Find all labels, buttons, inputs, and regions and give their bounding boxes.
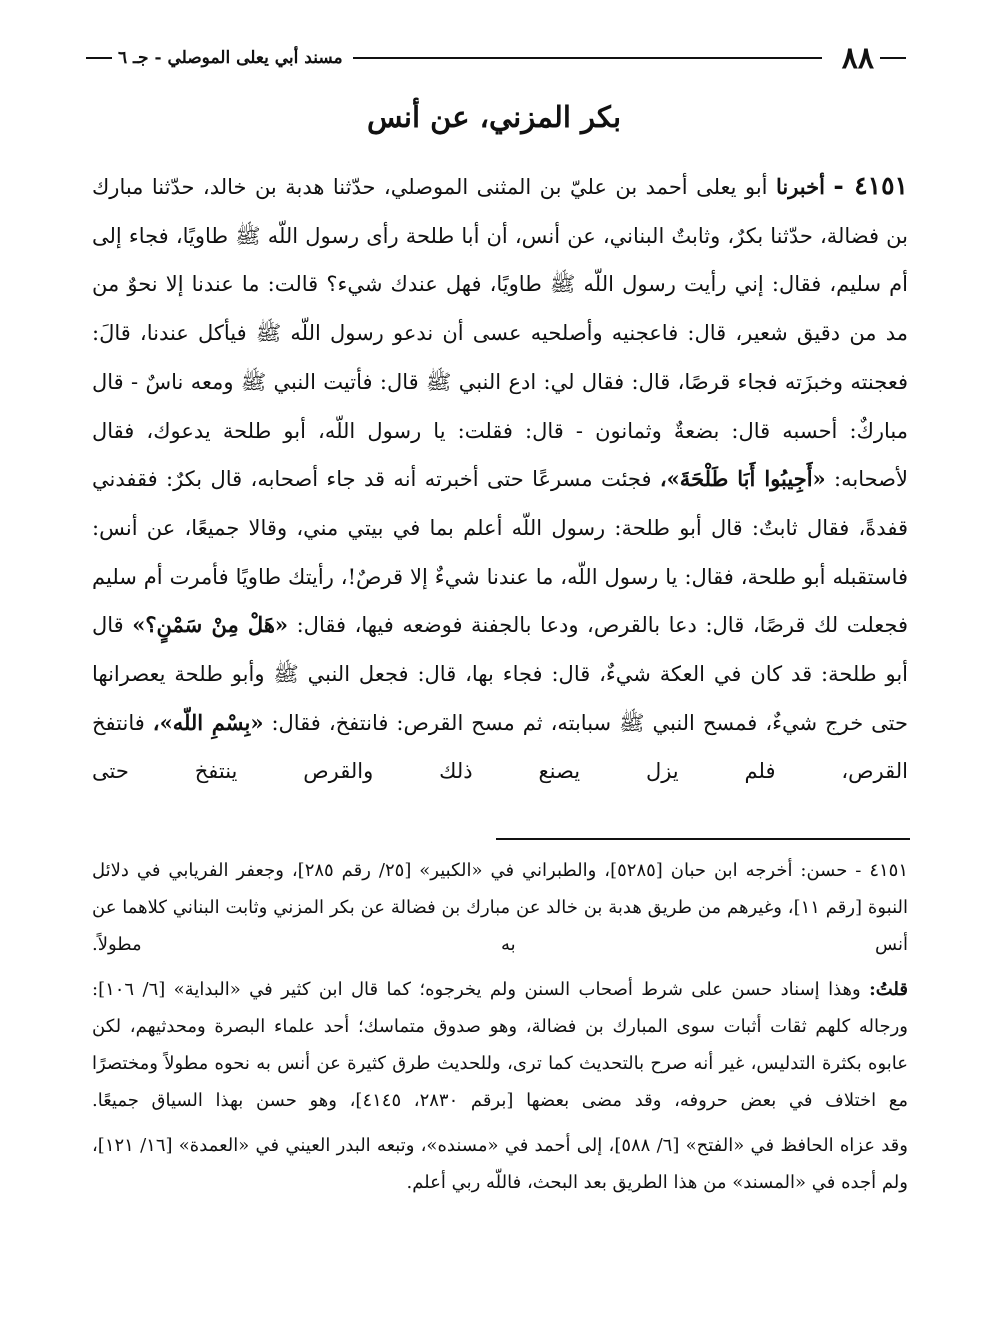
hadith-text-part-2: فجئت مسرعًا حتى أخبرته أنه قد جاء أصحابه، قال بكرٌ: فقفدني قفدةً، فقال ثابتٌ: قال أبو طلحة: رسول اللّه أعلم بما في بيتي مني، وقالا جميعًا، عن أنس: فاستقبله أبو طلحة، فقال: يا رسول اللّه، ما عندنا شيءٌ إلا قرصٌ!، رأيتك طاويًا فأمرت أم سليم فجعلت لك قرصًا، قال: دعا بالقرص، ودعا بالجفنة فوضعه فيها، فقال:	[92, 467, 908, 638]
footnote-2-text: وهذا إسناد حسن على شرط أصحاب السنن ولم يخرجوه؛ كما قال ابن كثير في «البداية» [٦/ ١٠٦]: ورجاله كلهم ثقات أثبات سوى المبارك بن فضالة، وهو صدوق متماسك؛ أحد علماء البصرة ومحدثيهم، لكن عابوه بكثرة التدليس، غير أنه صرح بالتحديث كما ترى، وللحديث طرق كثيرة عن أنس به نحوه مطولاً ومختصرًا مع اختلاف في بعض حروفه، وقد مضى بعضها [برقم ٢٨٣٠، ٤١٤٥]، وهو حسن بهذا السياق جميعًا.	[92, 979, 908, 1111]
footnote-2-lead: قلتُ:	[869, 979, 908, 1000]
header-dash	[880, 57, 906, 59]
footnote-2	[92, 971, 908, 1119]
hadith-lead: أخبرنا	[775, 174, 825, 199]
header-rule	[353, 57, 822, 59]
footnote-3: وقد عزاه الحافظ في «الفتح» [٦/ ٥٨٨]، إلى أحمد في «مسنده»، وتبعه البدر العيني في «العمدة» [١٦/ ١٢١]، ولم أجده في «المسند» من هذا الطريق بعد البحث، فاللّه ربي أعلم.	[92, 1135, 908, 1193]
footnote-separator	[496, 838, 910, 840]
hadith-quote-2: «هَلْ مِنْ سَمْنٍ؟»	[132, 612, 289, 638]
hadith-quote-3: «بِسْمِ اللّه»،	[152, 709, 264, 735]
hadith-number: ٤١٥١ -	[833, 171, 908, 200]
chapter-title: بكر المزني، عن أنس	[366, 100, 622, 134]
hadith-text-part-1: أبو يعلى أحمد بن عليّ بن المثنى الموصلي، حدّثنا هدبة بن خالد، حدّثنا مبارك بن فضالة، حدّثنا بكرٌ، وثابتٌ البناني، عن أنس، أن أبا طلحة رأى رسول اللّه ﷺ طاويًا، فجاء إلى أم سليم، فقال: إني رأيت رسول اللّه ﷺ طاويًا، فهل عندك شيء؟ قالت: ما عندنا إلا نحوٌ من مد من دقيق شعير، قال: فاعجنيه وأصلحيه عسى أن ندعو رسول اللّه ﷺ فيأكل عندنا، قالَ: فعجنته وخبزَته فجاء قرصًا، قال: فقال لي: ادع النبي ﷺ قال: فأتيت النبي ﷺ ومعه ناسٌ - قال مباركٌ: أحسبه قال: بضعةٌ وثمانون - قال: فقلت: يا رسول اللّه، أبو طلحة يدعوك، فقال لأصحابه:	[92, 175, 908, 492]
footnotes	[92, 852, 908, 1201]
hadith-text-part-4: فانتفخ القرص، فلم يزل يصنع ذلك والقرص ينتفخ حتى	[92, 710, 908, 784]
page-number: ٨٨	[841, 40, 874, 76]
header-dash-end	[86, 57, 112, 59]
hadith-quote-1: «أَجِيبُوا أَبَا طَلْحَةَ»،	[659, 466, 826, 492]
hadith-text	[92, 162, 908, 796]
running-title: مسند أبي يعلى الموصلي - جـ ٦	[118, 48, 343, 68]
running-header	[86, 38, 906, 78]
footnote-1: ٤١٥١ - حسن: أخرجه ابن حبان [٥٢٨٥]، والطبراني في «الكبير» [٢٥/ رقم ٢٨٥]، وجعفر الفريابي في دلائل النبوة [رقم ١١]، وغيرهم من طريق هدبة بن خالد عن مبارك بن فضالة عن بكر المزني وثابت البناني كلاهما عن أنس به مطولاً.	[92, 860, 908, 955]
hadith-text-part-3: قال أبو طلحة: قد كان في العكة شيءٌ، قال: فجاء بها، قال: فجعل النبي ﷺ وأبو طلحة يعصرانها حتى خرج شيءٌ، فمسح النبي ﷺ سبابته، ثم مسح القرص: فانتفخ، فقال:	[92, 613, 908, 735]
